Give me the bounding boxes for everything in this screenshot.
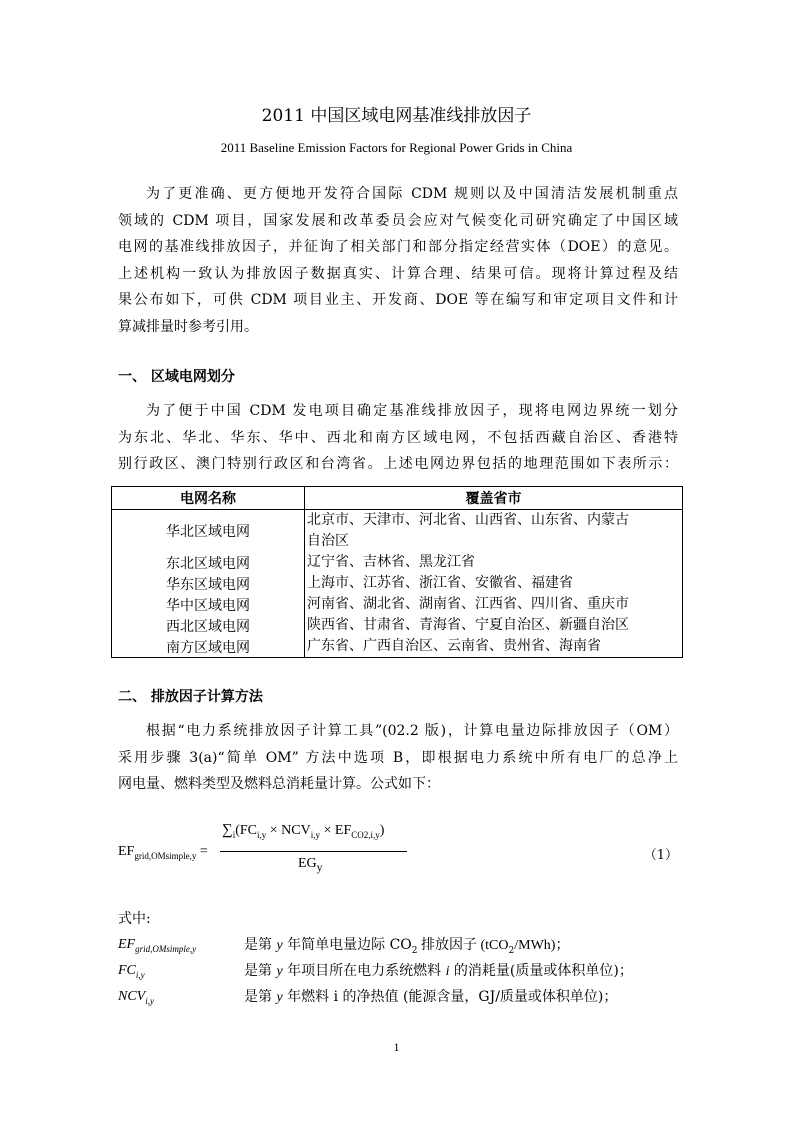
- coverage-line: 陕西省、甘肃省、青海省、宁夏自治区、新疆自治区: [307, 617, 629, 633]
- sigma-symbol: ∑: [222, 822, 233, 838]
- sigma-sub: i: [232, 829, 236, 840]
- formula-lhs: [118, 844, 208, 861]
- grid-name-cell: 华东区域电网: [112, 573, 305, 594]
- col-header-coverage: 覆盖省市: [305, 487, 683, 510]
- intro-paragraph: [118, 181, 678, 341]
- section1-line: 为东北、华北、华东、华中、西北和南方区域电网，不包括西藏自治区、香港特: [118, 429, 678, 446]
- den-sub: y: [316, 860, 323, 874]
- coverage-cell: [305, 510, 683, 553]
- term-symbol: EF: [118, 937, 136, 952]
- table-row: [112, 573, 683, 594]
- table-header-row: [112, 487, 683, 510]
- coverage-cell: [305, 636, 683, 658]
- intro-line: 领域的 CDM 项目，国家发展和改革委员会应对气候变化司研究确定了中国区域: [118, 212, 678, 229]
- section2-line: 网电量、燃料类型及燃料总消耗量计算。公式如下：: [118, 776, 440, 793]
- definition-desc: [244, 986, 617, 1009]
- definition-desc: [244, 960, 633, 983]
- intro-line: 果公布如下，可供 CDM 项目业主、开发商、DOE 等在编写和审定项目文件和计: [118, 292, 678, 309]
- section2-line: 采用步骤 3(a)“简单 OM” 方法中选项 B，即根据电力系统中所有电厂的总净上: [118, 749, 678, 766]
- grid-name-cell: 南方区域电网: [112, 636, 305, 658]
- desc-part: 是第: [244, 963, 277, 979]
- grid-name-cell: 华北区域电网: [112, 510, 305, 553]
- coverage-cell: [305, 615, 683, 636]
- desc-var: y: [276, 990, 283, 1005]
- coverage-line: 上海市、江苏省、浙江省、安徽省、福建省: [307, 575, 573, 591]
- section1-line: 为了便于中国 CDM 发电项目确定基准线排放因子，现将电网边界统一划分: [146, 403, 678, 419]
- grid-name-cell: 西北区域电网: [112, 615, 305, 636]
- table-row: [112, 636, 683, 658]
- term-symbol: FC: [118, 963, 136, 978]
- num-sub3: CO2,i,y: [351, 829, 380, 840]
- desc-part: 年燃料 i 的净热值 (能源含量，GJ/质量或体积单位)；: [282, 989, 618, 1005]
- desc-var: y: [276, 938, 283, 953]
- section2-line: 根据“电力系统排放因子计算工具”(02.2 版)，计算电量边际排放因子（OM）: [146, 723, 678, 739]
- desc-var: i: [445, 964, 450, 979]
- term-sub: i,y: [135, 969, 145, 980]
- om-formula: [118, 818, 678, 878]
- definition-term: [118, 934, 196, 960]
- col-header-grid-name: 电网名称: [112, 487, 305, 510]
- formula-number: （1）: [643, 848, 678, 863]
- num-sub2: i,y: [310, 829, 321, 840]
- definition-row: [118, 934, 698, 956]
- intro-line: 电网的基准线排放因子，并征询了相关部门和部分指定经营实体（DOE）的意见。: [118, 239, 678, 256]
- intro-line: 算减排量时参考引用。: [118, 318, 258, 335]
- table-row: [112, 615, 683, 636]
- desc-part: 排放因子 (tCO: [417, 938, 509, 953]
- formula-lhs-sub: grid,OMsimple,y: [134, 850, 197, 861]
- desc-part: 年简单电量边际 CO: [282, 937, 412, 953]
- section1-heading: 一、 区域电网划分: [118, 369, 235, 385]
- definition-row: [118, 960, 698, 982]
- formula-lhs-symbol: EF: [118, 844, 135, 859]
- coverage-line: 辽宁省、吉林省、黑龙江省: [307, 554, 475, 570]
- desc-sub: 2: [411, 945, 418, 956]
- intro-line: 为了更准确、更方便地开发符合国际 CDM 规则以及中国清洁发展机制重点: [146, 186, 678, 202]
- desc-part: /MWh)；: [514, 938, 570, 953]
- num-sub1: i,y: [257, 829, 267, 840]
- fraction-bar: [220, 851, 407, 852]
- grid-name-cell: 华中区域电网: [112, 594, 305, 615]
- coverage-cell: [305, 573, 683, 594]
- coverage-cell: [305, 552, 683, 573]
- document-subtitle: 2011 Baseline Emission Factors for Regional Power Grids in China: [220, 140, 573, 155]
- definition-term: [118, 960, 145, 986]
- formula-numerator: [222, 822, 384, 840]
- formula-denominator: [298, 856, 323, 874]
- coverage-line: 河南省、湖北省、湖南省、江西省、四川省、重庆市: [307, 596, 629, 612]
- term-sub: i,y: [145, 995, 154, 1006]
- definition-term: [118, 986, 154, 1012]
- desc-part: 的消耗量(质量或体积单位)；: [449, 963, 633, 979]
- num-close: ): [379, 823, 385, 838]
- definition-row: [118, 986, 698, 1008]
- desc-sub: 2: [508, 945, 515, 956]
- table-row: [112, 594, 683, 615]
- intro-line: 上述机构一致认为排放因子数据真实、计算合理、结果可信。现将计算过程及结: [118, 265, 678, 282]
- term-sub: grid,OMsimple,y: [135, 943, 197, 954]
- coverage-cell: [305, 594, 683, 615]
- coverage-line: 广东省、广西自治区、云南省、贵州省、海南省: [307, 638, 601, 654]
- term-symbol: NCV: [118, 989, 146, 1004]
- num-open: (FC: [235, 823, 258, 838]
- document-title: 2011 中国区域电网基准线排放因子: [261, 106, 532, 126]
- table-row: [112, 510, 683, 553]
- num-times1: × NCV: [266, 823, 311, 838]
- coverage-line: 北京市、天津市、河北省、山西省、山东省、内蒙古: [307, 512, 629, 528]
- section2-paragraph: [118, 718, 678, 798]
- den-symbol: EG: [298, 856, 317, 871]
- section1-paragraph: [118, 398, 678, 478]
- coverage-line: 自治区: [307, 533, 349, 549]
- desc-part: 是第: [244, 989, 277, 1005]
- where-label: 式中:: [118, 911, 151, 927]
- num-times2: × EF: [320, 823, 352, 838]
- grid-region-table: [111, 486, 683, 658]
- page-number: 1: [393, 1040, 400, 1054]
- section1-line: 别行政区、澳门特别行政区和台湾省。上述电网边界包括的地理范围如下表所示：: [118, 456, 678, 473]
- section2-heading: 二、 排放因子计算方法: [118, 689, 263, 705]
- table-row: [112, 552, 683, 573]
- desc-part: 是第: [244, 937, 277, 953]
- definition-desc: [244, 934, 569, 962]
- desc-var: y: [276, 964, 283, 979]
- desc-part: 年项目所在电力系统燃料: [282, 963, 446, 979]
- formula-equals: =: [199, 844, 208, 859]
- grid-name-cell: 东北区域电网: [112, 552, 305, 573]
